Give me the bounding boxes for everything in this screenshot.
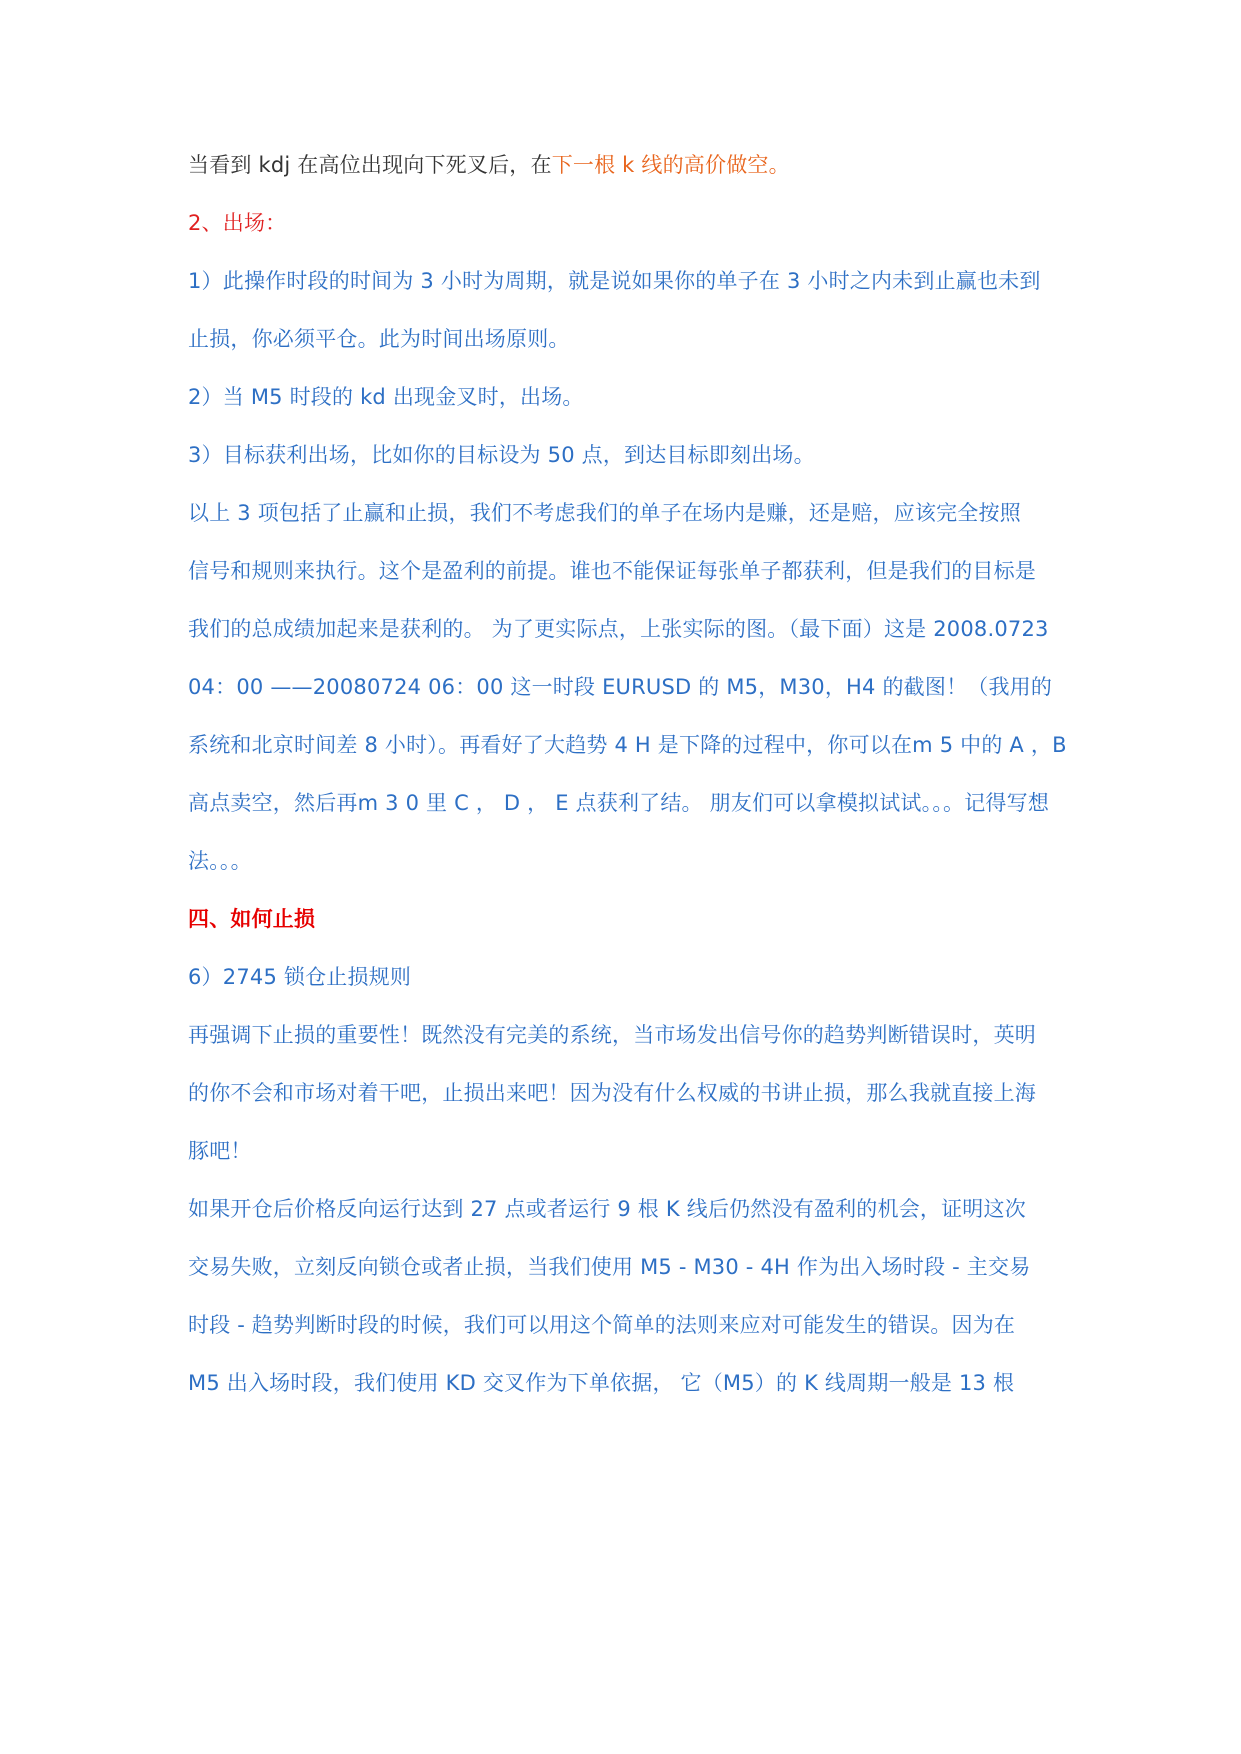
text-line-20: 交易失败，立刻反向锁仓或者止损，当我们使用 M5 - M30 - 4H 作为出入场时段 - 主交易	[188, 1255, 1031, 1279]
section-exit-heading: 2、出场：	[188, 211, 287, 235]
text-segment-highlight: 下一根 k 线的高价做空。	[551, 153, 790, 177]
text-line-3: 1）此操作时段的时间为 3 小时为周期，就是说如果你的单子在 3 小时之内未到止赢也未到	[188, 269, 1041, 293]
text-line-22: M5 出入场时段，我们使用 KD 交叉作为下单依据， 它（M5）的 K 线周期一般是 13 根	[188, 1371, 1015, 1395]
text-line-8: 信号和规则来执行。这个是盈利的前提。谁也不能保证每张单子都获利，但是我们的目标是	[188, 559, 1036, 583]
text-line-12: 高点卖空，然后再m 3 0 里 C ， D ， E 点获利了结。 朋友们可以拿模拟试试。。。记得写想	[188, 791, 1050, 815]
text-line-4: 止损，你必须平仓。此为时间出场原则。	[188, 327, 570, 351]
text-line-19: 如果开仓后价格反向运行达到 27 点或者运行 9 根 K 线后仍然没有盈利的机会，证明这次	[188, 1197, 1026, 1221]
text-line-21: 时段 - 趋势判断时段的时候，我们可以用这个简单的法则来应对可能发生的错误。因为在	[188, 1313, 1016, 1337]
text-segment-plain: 当看到 kdj 在高位出现向下死叉后，在	[188, 153, 552, 177]
text-line-7: 以上 3 项包括了止赢和止损，我们不考虑我们的单子在场内是赚，还是赔，应该完全按照	[188, 501, 1021, 525]
text-line-17: 的你不会和市场对着干吧，止损出来吧！因为没有什么权威的书讲止损，那么我就直接上海	[188, 1081, 1036, 1105]
text-line-6: 3）目标获利出场，比如你的目标设为 50 点，到达目标即刻出场。	[188, 443, 815, 467]
text-line-1	[188, 150, 790, 180]
text-line-15: 6）2745 锁仓止损规则	[188, 965, 412, 989]
text-line-11: 系统和北京时间差 8 小时）。再看好了大趋势 4 H 是下降的过程中，你可以在m 5 中的 A ，B	[188, 733, 1067, 757]
section-stop-loss-heading: 四、如何止损	[188, 907, 316, 931]
text-line-18: 豚吧！	[188, 1139, 252, 1163]
text-line-16: 再强调下止损的重要性！既然没有完美的系统，当市场发出信号你的趋势判断错误时，英明	[188, 1023, 1036, 1047]
text-line-5: 2）当 M5 时段的 kd 出现金叉时，出场。	[188, 385, 584, 409]
text-line-10: 04：00 ——20080724 06：00 这一时段 EURUSD 的 M5，M30，H4 的截图！（我用的	[188, 675, 1053, 699]
text-line-13: 法。。。	[188, 849, 252, 873]
text-line-9: 我们的总成绩加起来是获利的。 为了更实际点，上张实际的图。（最下面）这是 2008.0723	[188, 617, 1049, 641]
